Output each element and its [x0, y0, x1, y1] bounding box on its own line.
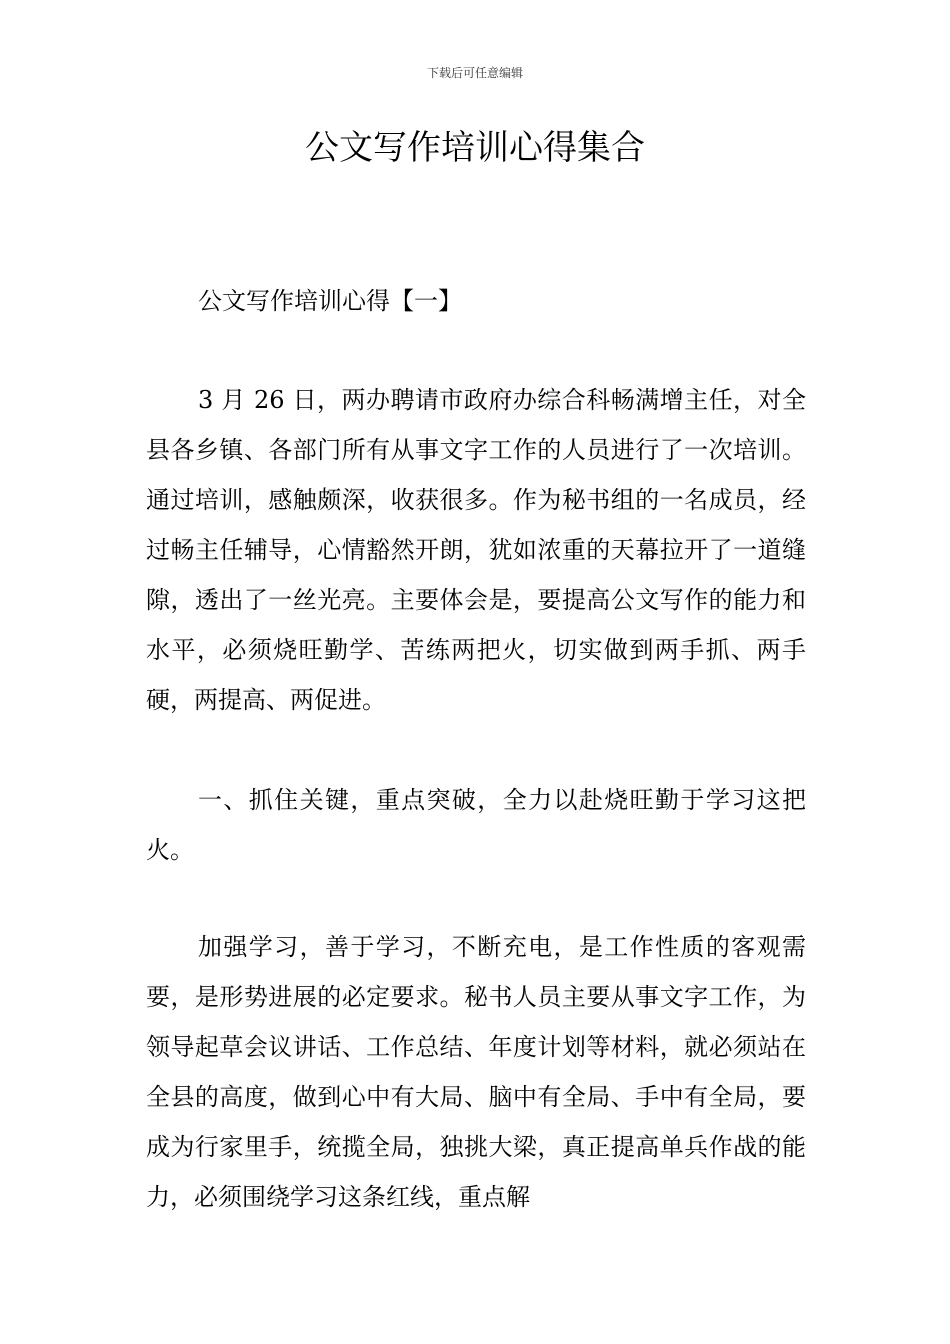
document-title: 公文写作培训心得集合 [305, 128, 645, 168]
section-heading: 公文写作培训心得【一】 [198, 287, 462, 315]
paragraph-2: 一、抓住关键，重点突破，全力以赴烧旺勤于学习这把火。 [146, 786, 806, 864]
header-note: 下载后可任意编辑 [426, 66, 523, 80]
paragraph-3: 加强学习，善于学习，不断充电，是工作性质的客观需要，是形势进展的必定要求。秘书人员主要从事文字工作，为领导起草会议讲话、工作总结、年度计划等材料，就必须站在全县的高度，做到心中有大局、脑中有全局、手中有全局，要成为行家里手，统揽全局，独挑大梁，真正提高单兵作战的能力，必须围绕学习这条红线，重点解 [146, 933, 806, 1211]
paragraph-1: 3 月 26 日，两办聘请市政府办综合科畅满增主任，对全县各乡镇、各部门所有从事文字工作的人员进行了一次培训。通过培训，感触颇深，收获很多。作为秘书组的一名成员，经过畅主任辅导，心情豁然开朗，犹如浓重的天幕拉开了一道缝隙，透出了一丝光亮。主要体会是，要提高公文写作的能力和水平，必须烧旺勤学、苦练两把火，切实做到两手抓、两手硬，两提高、两促进。 [146, 386, 806, 714]
